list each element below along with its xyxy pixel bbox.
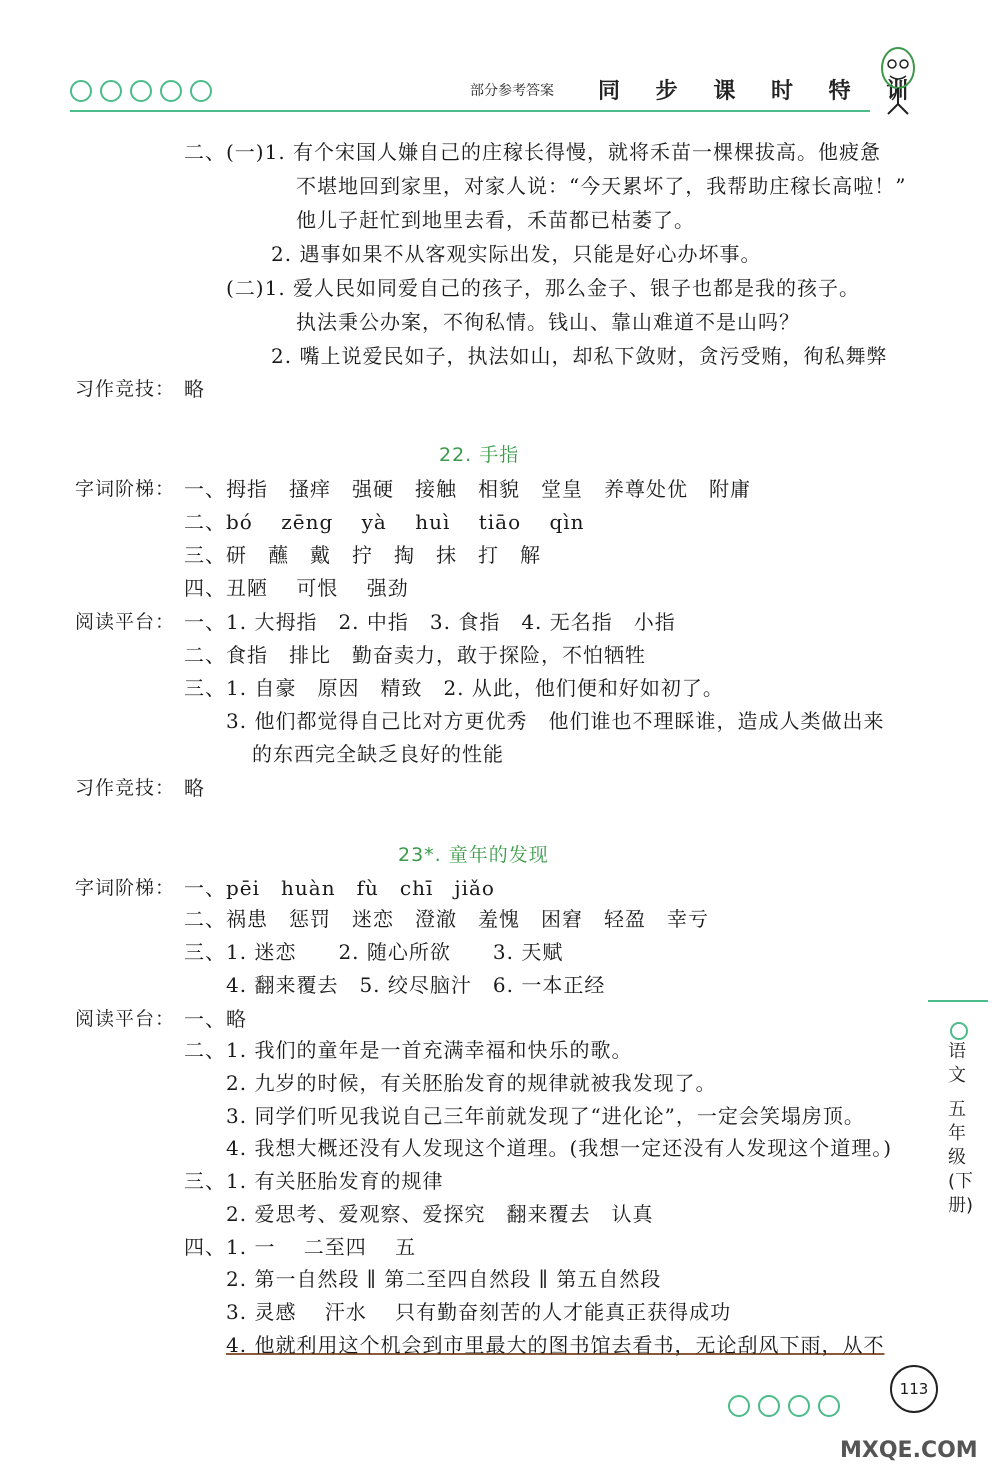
answer-line: 2. 第一自然段 ∥ 第二至四自然段 ∥ 第五自然段 (226, 1267, 662, 1291)
answer-line: 2. 九岁的时候，有关胚胎发育的规律就被我发现了。 (226, 1071, 717, 1095)
lesson-title: 22. 手指 (439, 444, 520, 466)
page-number-badge (890, 1365, 938, 1413)
answer-line: 三、研 蘸 戴 拧 掏 抹 打 解 (184, 543, 541, 567)
circle-decoration-icon (190, 80, 212, 102)
answer-line: 三、1. 自豪 原因 精致 2. 从此，他们便和好如初了。 (184, 676, 724, 700)
sidebar-rule (928, 1000, 988, 1002)
answer-line: 三、1. 迷恋 2. 随心所欲 3. 天赋 (184, 940, 564, 964)
answer-line: 一、拇指 搔痒 强硬 接触 相貌 堂皇 养尊处优 附庸 (184, 477, 751, 501)
page-number: 113 (899, 1380, 929, 1398)
answer-line: 执法秉公办案，不徇私情。钱山、靠山难道不是山吗？ (296, 310, 800, 334)
circle-decoration-icon (130, 80, 152, 102)
mascot-icon (868, 38, 928, 118)
answer-line: 二、bó zēng yà huì tiāo qìn (184, 510, 585, 534)
watermark: MXQE.COM (840, 1438, 978, 1463)
answer-line: 的东西完全缺乏良好的性能 (252, 742, 504, 766)
section-label: 阅读平台： (75, 1008, 176, 1030)
circle-decoration-icon (160, 80, 182, 102)
answer-line: 一、1. 大拇指 2. 中指 3. 食指 4. 无名指 小指 (184, 610, 676, 634)
circle-decoration-icon (818, 1395, 840, 1417)
answer-line: 4. 我想大概还没有人发现这个道理。(我想一定还没有人发现这个道理。) (226, 1136, 893, 1160)
answer-line: 四、丑陋 可恨 强劲 (184, 576, 409, 600)
answer-value: 略 (184, 377, 205, 401)
sidebar-grade: 五年级 (948, 1099, 966, 1168)
answer-line: 一、pēi huàn fù chī jiǎo (184, 876, 495, 900)
answer-line: 2. 爱思考、爱观察、爱探究 翻来覆去 认真 (226, 1202, 654, 1226)
answer-line: 二、1. 我们的童年是一首充满幸福和快乐的歌。 (184, 1038, 633, 1062)
header-rule (70, 110, 870, 112)
section-label: 习作竞技： (75, 777, 176, 799)
answer-line: 2. 遇事如果不从客观实际出发，只能是好心办坏事。 (271, 242, 762, 266)
circle-decoration-icon (70, 80, 92, 102)
answer-line: 二、祸患 惩罚 迷恋 澄澈 羞愧 困窘 轻盈 幸亏 (184, 907, 709, 931)
sidebar-subject: 语文 (948, 1041, 966, 1086)
lesson-title: 23*. 童年的发现 (398, 844, 549, 866)
circle-decoration-icon (788, 1395, 810, 1417)
answer-line: 四、1. 一 二至四 五 (184, 1235, 417, 1259)
section-label: 字词阶梯： (75, 478, 176, 500)
answer-line: 2. 嘴上说爱民如子，执法如山，却私下敛财，贪污受贿，徇私舞弊 (271, 344, 888, 368)
header-subtitle: 部分参考答案 (470, 83, 554, 99)
section-label: 字词阶梯： (75, 877, 176, 899)
answer-line: 不堪地回到家里，对家人说：“今天累坏了，我帮助庄稼长高啦！” (296, 174, 907, 198)
answer-line: 4. 翻来覆去 5. 绞尽脑汁 6. 一本正经 (226, 973, 606, 997)
sidebar-circle-icon (950, 1022, 968, 1040)
section-label: 习作竞技： (75, 378, 176, 400)
answer-line: 4. 他就利用这个机会到市里最大的图书馆去看书，无论刮风下雨，从不 (226, 1333, 885, 1357)
answer-line: (二)1. 爱人民如同爱自己的孩子，那么金子、银子也都是我的孩子。 (226, 276, 861, 300)
header-title: 同 步 课 时 特 训 (598, 79, 923, 104)
answer-line: 3. 灵感 汗水 只有勤奋刻苦的人才能真正获得成功 (226, 1300, 732, 1324)
answer-line: 二、食指 排比 勤奋卖力，敢于探险，不怕牺牲 (184, 643, 646, 667)
answer-line: 3. 同学们听见我说自己三年前就发现了“进化论”，一定会笑塌房顶。 (226, 1104, 865, 1128)
answer-value: 略 (184, 776, 205, 800)
sidebar-volume: (下册) (948, 1171, 974, 1216)
header-circles (70, 80, 220, 106)
circle-decoration-icon (100, 80, 122, 102)
circle-decoration-icon (728, 1395, 750, 1417)
footer-circles (728, 1395, 848, 1421)
answer-line: 二、(一)1. 有个宋国人嫌自己的庄稼长得慢，就将禾苗一棵棵拔高。他疲惫 (184, 140, 882, 164)
answer-line: 3. 他们都觉得自己比对方更优秀 他们谁也不理睬谁，造成人类做出来 (226, 709, 885, 733)
answer-line: 一、略 (184, 1007, 247, 1031)
answer-line: 他儿子赶忙到地里去看，禾苗都已枯萎了。 (296, 208, 695, 232)
section-label: 阅读平台： (75, 611, 176, 633)
circle-decoration-icon (758, 1395, 780, 1417)
answer-line: 三、1. 有关胚胎发育的规律 (184, 1169, 444, 1193)
